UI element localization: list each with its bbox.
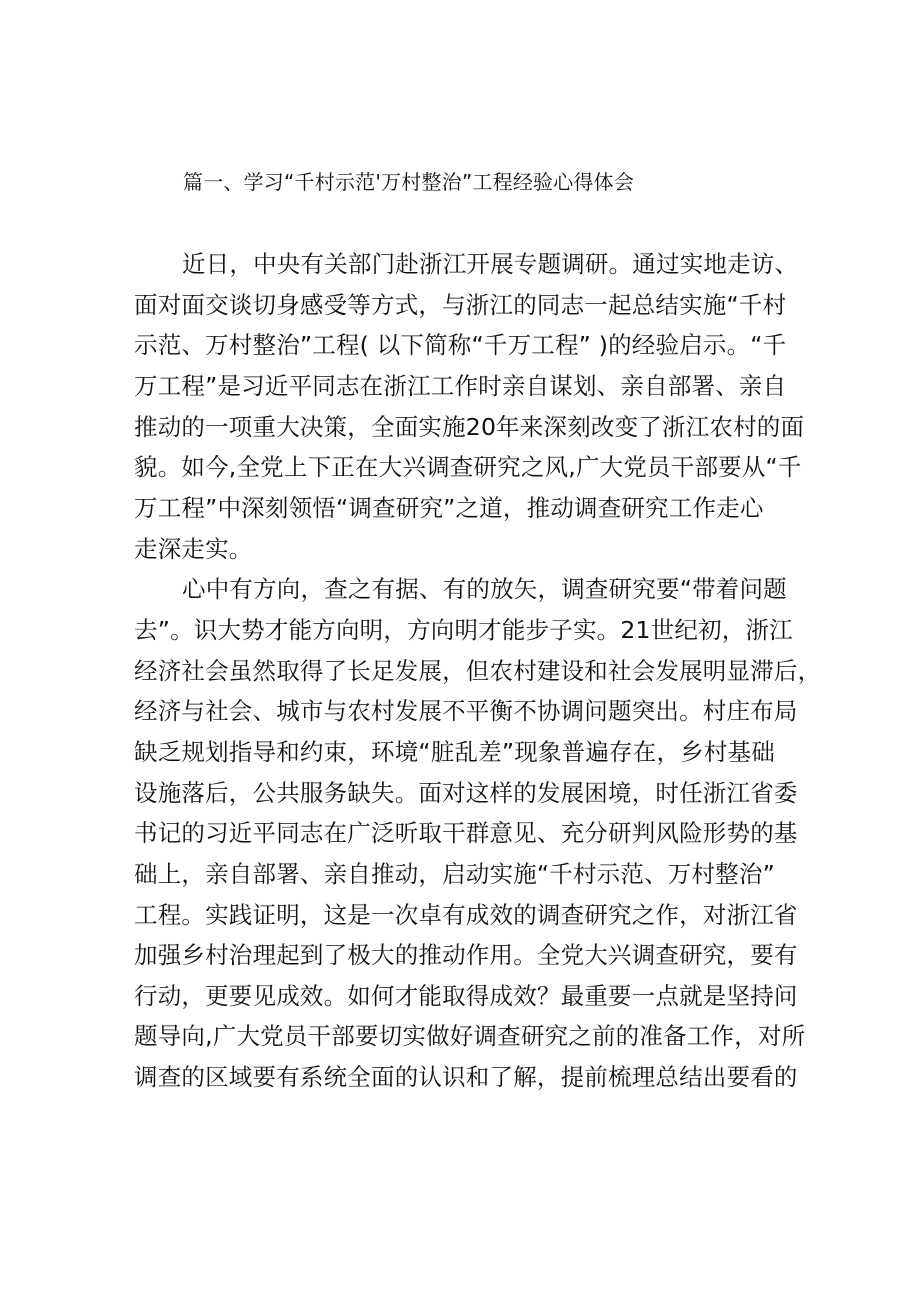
paragraph-1-line-7: 万工程”中深刻领悟“调查研究”之道，推动调查研究工作走心: [134, 493, 764, 522]
paragraph-2-line-8: 础上，亲自部署、亲自推动，启动实施“千村示范、万村整治”: [134, 859, 775, 888]
paragraph-2-line-13: 调查的区域要有系统全面的认识和了解，提前梳理总结出要看的: [134, 1063, 798, 1092]
document-title: 篇一、学习“千村示范'万村整治”工程经验心得体会: [183, 170, 635, 194]
paragraph-1-line-8: 走深走实。: [134, 534, 253, 563]
paragraph-2-line-7: 书记的习近平同志在广泛听取干群意见、充分研判风险形势的基: [134, 819, 798, 848]
paragraph-1-line-1: 近日，中央有关部门赴浙江开展专题调研。通过实地走访、: [182, 250, 799, 278]
paragraph-1-line-2: 面对面交谈切身感受等方式，与浙江的同志一起总结实施“千村: [134, 290, 787, 319]
paragraph-2-line-9: 工程。实践证明，这是一次卓有成效的调查研究之作，对浙江省: [134, 900, 798, 929]
paragraph-2-line-6: 设施落后，公共服务缺失。面对这样的发展困境，时任浙江省委: [134, 778, 798, 807]
paragraph-2-line-4: 经济与社会、城市与农村发展不平衡不协调问题突出。村庄布局: [134, 697, 798, 726]
paragraph-2-line-10: 加强乡村治理起到了极大的推动作用。全党大兴调查研究，要有: [134, 941, 798, 970]
paragraph-1-line-3: 示范、万村整治”工程( 以下简称“千万工程” )的经验启示。“千: [134, 331, 787, 360]
paragraph-2-line-1: 心中有方向，查之有据、有的放矢，调查研究要“带着问题: [182, 575, 787, 604]
paragraph-2-line-5: 缺乏规划指导和约束，环境“脏乱差”现象普遍存在，乡村基础: [134, 737, 775, 766]
paragraph-1-line-5: 推动的一项重大决策，全面实施20年来深刻改变了浙江农村的面: [134, 412, 805, 441]
paragraph-2-line-3: 经济社会虽然取得了长足发展，但农村建设和社会发展明显滞后，: [134, 656, 822, 685]
paragraph-2-line-2: 去”。识大势才能方向明，方向明才能步子实。21世纪初，浙江: [134, 615, 793, 644]
paragraph-1-line-4: 万工程”是习近平同志在浙江工作时亲自谋划、亲自部署、亲自: [134, 371, 787, 400]
paragraph-1-line-6: 貌。如今,全党上下正在大兴调查研究之风,广大党员干部要从“千: [134, 453, 802, 482]
paragraph-2-line-12: 题导向,广大党员干部要切实做好调查研究之前的准备工作，对所: [134, 1022, 806, 1051]
paragraph-2-line-11: 行动，更要见成效。如何才能取得成效？最重要一点就是坚持问: [134, 981, 798, 1010]
document-body: [134, 244, 822, 1098]
